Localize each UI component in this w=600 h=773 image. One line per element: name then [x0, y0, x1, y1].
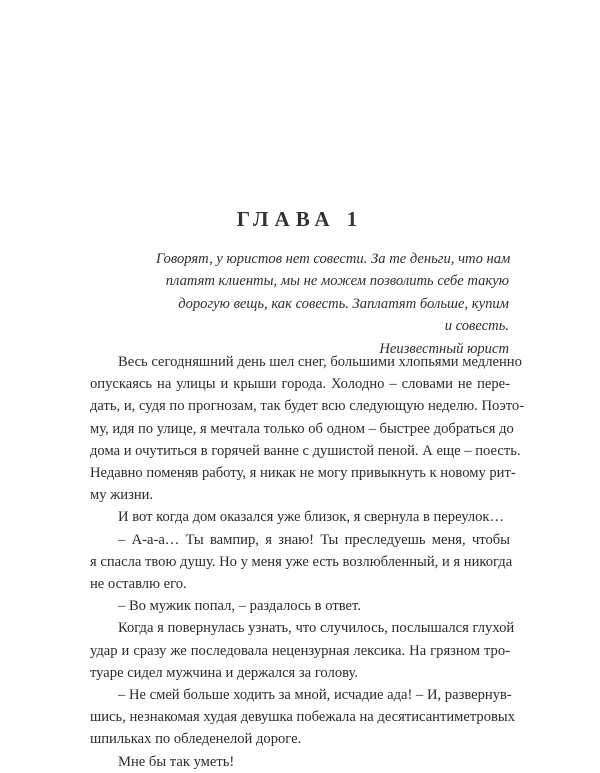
body-line: дать, и, судя по прогнозам, так будет всю следующую неделю. Поэто- [90, 398, 525, 415]
body-line: я спасла твою душу. Но у меня уже есть возлюбленный, и я никогда [90, 553, 513, 570]
body-line: Весь сегодняшний день шел снег, большими хлопьями медленно [118, 354, 522, 370]
epigraph-line: и совесть. [444, 317, 509, 334]
body-line: не оставлю его. [90, 576, 187, 593]
body-line: Когда я повернулась узнать, что случилось, послышался глухой [118, 620, 515, 637]
epigraph-line: дорогую вещь, как совесть. Заплатят больше, купим [178, 295, 509, 312]
body-line: – А-а-а… Ты вампир, я знаю! Ты преследуешь меня, чтобы [118, 531, 510, 548]
body-line: И вот когда дом оказался уже близок, я свернула в переулок… [118, 509, 505, 526]
body-line: шпильках по обледенелой дороге. [90, 731, 302, 748]
body-line: Недавно поменяв работу, я никак не могу привыкнуть к новому рит- [90, 465, 516, 482]
body-line: удар и сразу же последовала нецензурная лексика. На грязном тро- [90, 642, 510, 659]
body-line: – Во мужик попал, – раздалось в ответ. [118, 598, 361, 615]
epigraph [156, 248, 509, 360]
body-line: му, идя по улице, я мечтала только об одном – быстрее добраться до [90, 420, 514, 437]
body-line: – Не смей больше ходить за мной, исчадие ада! – И, развернув- [118, 687, 512, 704]
epigraph-line: Говорят, у юристов нет совести. За те деньги, что нам [156, 251, 511, 267]
body-line: му жизни. [90, 487, 154, 504]
chapter-body [90, 351, 525, 773]
body-line: опускаясь на улицы и крыши города. Холодно – словами не пере- [90, 376, 510, 393]
chapter-title: ГЛАВА 1 [236, 207, 364, 231]
body-line: Мне бы так уметь! [118, 753, 235, 770]
body-line: дома и очутиться в горячей ванне с душистой пеной. А еще – поесть. [90, 442, 521, 459]
epigraph-author: Неизвестный юрист [379, 341, 509, 358]
body-line: туаре сидел мужчина и держался за голову. [90, 664, 358, 681]
epigraph-line: платят клиенты, мы не можем позволить себе такую [165, 273, 509, 290]
body-line: шись, незнакомая худая девушка побежала на десятисантиметровых [90, 709, 516, 726]
